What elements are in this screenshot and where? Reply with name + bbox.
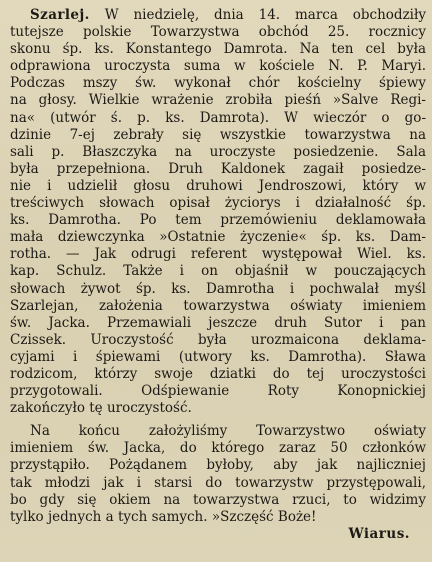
article-line: tutejsze polskie Towarzystwa obchód 25. rocznicy [10,24,426,41]
article-line: imieniem św. Jacka, do którego zaraz 50 członków [10,440,426,457]
article-line: rodzicom, którzy swoje dziatki do tej uroczystości [10,365,426,382]
article-lead: Szarlej. [30,7,90,23]
article-column [10,7,426,543]
article-line-text: W niedzielę, dnia 14. marca obchodziły [104,7,426,23]
article-line: ks. Damrotha. Po tem przemówieniu deklamowała [10,212,426,229]
article-line: treściwych słowach opisał życiorys i działalność śp. [10,195,426,212]
article-line: na głosy. Wielkie wrażenie zrobiła pieśń »Salve Regi- [10,92,426,109]
article-line: na« (utwór ś. p. ks. Damrota). W wieczór o go- [10,109,426,126]
article-line: zakończyło tę uroczystość. [10,400,192,417]
article-line: św. Jacka. Przemawiali jeszcze druh Sutor i pan [10,314,426,331]
article-line: nie i udzielił głosu druhowi Jendroszowi, który w [10,177,426,194]
article-line: dzinie 7-ej zebrały się wszystkie towarzystwa na [10,126,426,143]
article-line: bo gdy się okiem na towarzystwa rzuci, to widzimy [10,491,426,508]
article-line [10,7,426,24]
article-signature: Wiarus. [348,525,410,542]
article-line: rotha. — Jak odrugi referent występował Wiel. ks. [10,246,426,263]
article-line: była przepełniona. Druh Kaldonek zagaił posiedze- [10,160,426,177]
article-line: słowach żywot śp. ks. Damrotha i pochwalał myśl [10,280,426,297]
article-line: kap. Schulz. Także i on objaśnił w pouczających [10,263,426,280]
article-line: Szarlejan, założenia towarzystwa oświaty imieniem [10,297,426,314]
article-line: Podczas mszy św. wykonał chór kościelny śpiewy [10,75,426,92]
article-line: Na końcu założyliśmy Towarzystwo oświaty [30,423,426,440]
article-line: odprawiona uroczysta suma w kościele N. P. Maryi. [10,58,426,75]
article-line: przygotowali. Odśpiewanie Roty Konopnickiej [10,383,426,400]
article-line: skonu śp. ks. Konstantego Damrota. Na ten cel była [10,41,426,58]
article-line: sali p. Błaszczyka na uroczyste posiedzenie. Sala [10,143,426,160]
article-line: cyjami i śpiewami (utwory ks. Damrotha). Sława [10,348,426,365]
article-line: tak młodzi jak i starsi do towarzystw przystępowali, [10,474,426,491]
article-line: Czissek. Uroczystość była urozmaicona deklama- [10,331,426,348]
article-line: tylko jednych a tych samych. »Szczęść Boże! [10,508,317,525]
article-line: przystąpiło. Pożądanem byłoby, aby jak najliczniej [10,457,426,474]
article-line: mała dziewczynka »Ostatnie życzenie« śp. ks. Dam- [10,229,426,246]
